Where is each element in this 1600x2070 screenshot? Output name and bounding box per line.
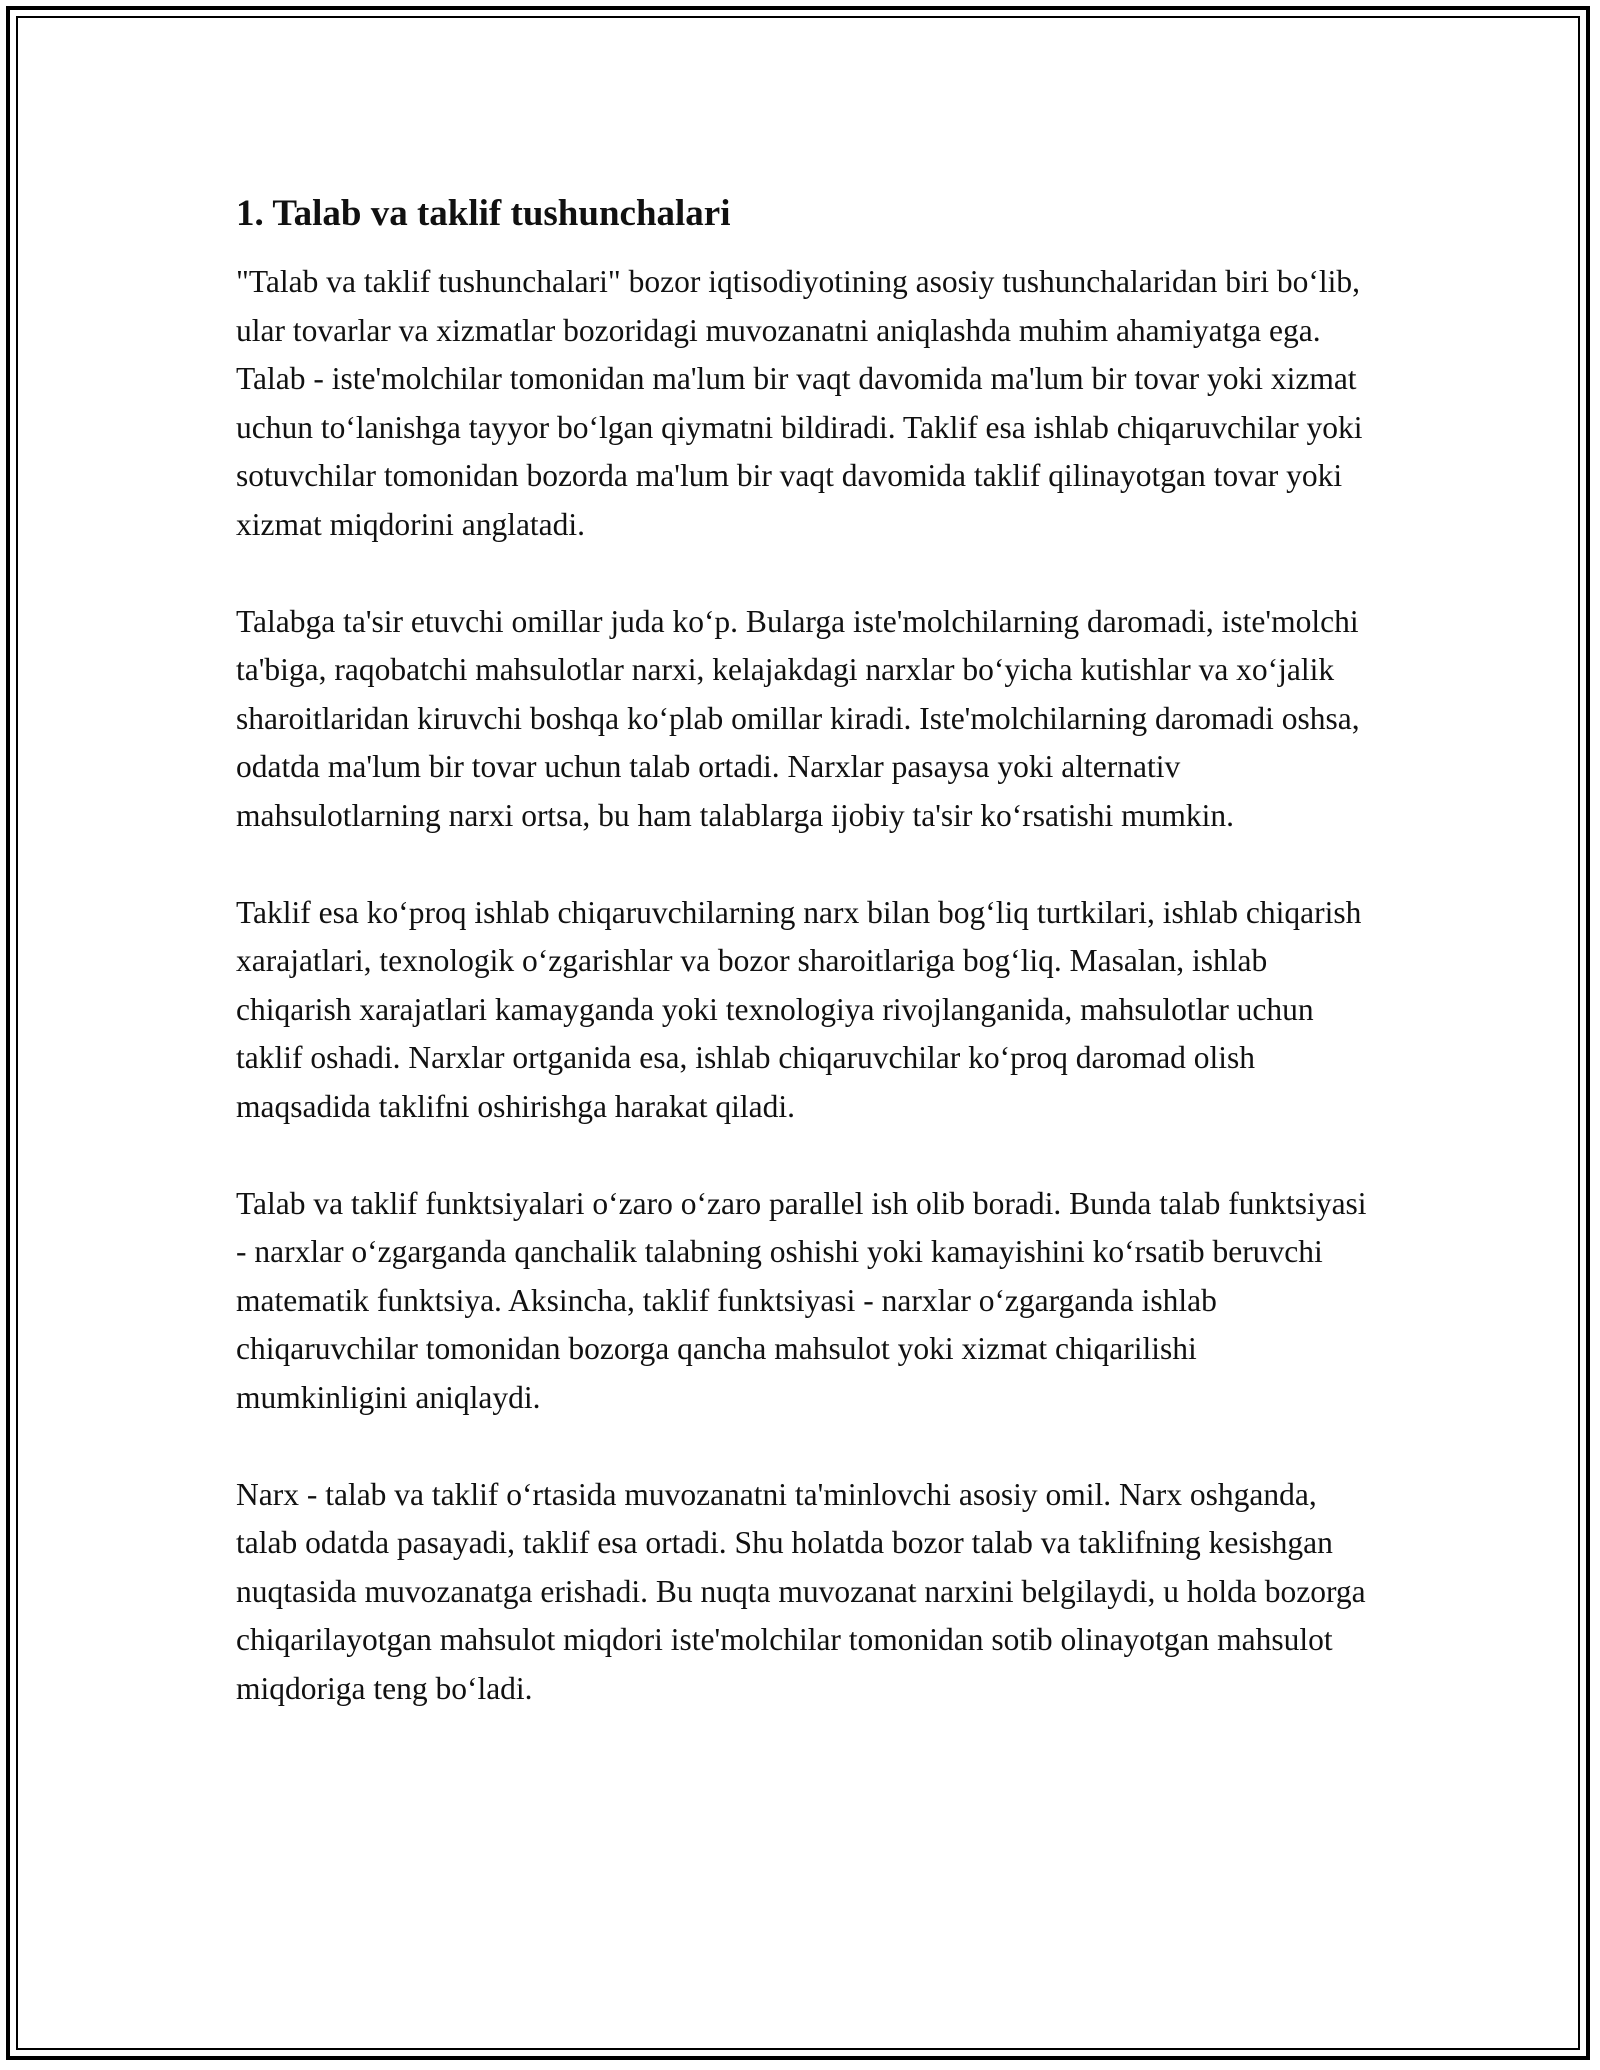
paragraph-demand-factors: Talabga ta'sir etuvchi omillar juda ko‘p. Bularga iste'molchilarning daromadi, iste'molchi ta'biga, raqobatchi mahsulotlar narxi, kelajakdagi narxlar bo‘yicha kutishlar va xo‘jalik sharoitlaridan kiruvchi boshqa ko‘plab omillar kiradi. Iste'molchilarning daromadi oshsa, odatda ma'lum bir tovar uchun talab ortadi. Narxlar pasaysa yoki alternativ mahsulotlarning narxi ortsa, bu ham talablarga ijobiy ta'sir ko‘rsatishi mumkin. xyxy=(236,603,1360,833)
paragraph-price-equilibrium: Narx - talab va taklif o‘rtasida muvozanatni ta'minlovchi asosiy omil. Narx oshganda, talab odatda pasayadi, taklif esa ortadi. Shu holatda bozor talab va taklifning kesishgan nuqtasida muvozanatga erishadi. Bu nuqta muvozanat narxini belgilaydi, u holda bozorga chiqarilayotgan mahsulot miqdori iste'molchilar tomonidan sotib olinayotgan mahsulot miqdoriga teng bo‘ladi. xyxy=(236,1476,1366,1706)
document-body xyxy=(236,190,1376,1713)
paragraph-functions: Talab va taklif funktsiyalari o‘zaro o‘zaro parallel ish olib boradi. Bunda talab funktsiyasi - narxlar o‘zgarganda qanchalik talabning oshishi yoki kamayishini ko‘rsatib beruvchi matematik funktsiya. Aksincha, taklif funktsiyasi - narxlar o‘zgarganda ishlab chiqaruvchilar tomonidan bozorga qancha mahsulot yoki xizmat chiqarilishi mumkinligini aniqlaydi. xyxy=(236,1185,1367,1415)
section-heading: 1. Talab va taklif tushunchalari xyxy=(236,193,731,234)
paragraph-supply-factors: Taklif esa ko‘proq ishlab chiqaruvchilarning narx bilan bog‘liq turtkilari, ishlab chiqarish xarajatlari, texnologik o‘zgarishlar va bozor sharoitlariga bog‘liq. Masalan, ishlab chiqarish xarajatlari kamayganda yoki texnologiya rivojlanganida, mahsulotlar uchun taklif oshadi. Narxlar ortganida esa, ishlab chiqaruvchilar ko‘proq daromad olish maqsadida taklifni oshirishga harakat qiladi. xyxy=(236,894,1362,1124)
paragraph-definitions: "Talab va taklif tushunchalari" bozor iqtisodiyotining asosiy tushunchalaridan biri bo‘lib, ular tovarlar va xizmatlar bozoridagi muvozanatni aniqlashda muhim ahamiyatga ega. Talab - iste'molchilar tomonidan ma'lum bir vaqt davomida ma'lum bir tovar yoki xizmat uchun to‘lanishga tayyor bo‘lgan qiymatni bildiradi. Taklif esa ishlab chiqaruvchilar yoki sotuvchilar tomonidan bozorda ma'lum bir vaqt davomida taklif qilinayotgan tovar yoki xizmat miqdorini anglatadi. xyxy=(236,264,1363,542)
